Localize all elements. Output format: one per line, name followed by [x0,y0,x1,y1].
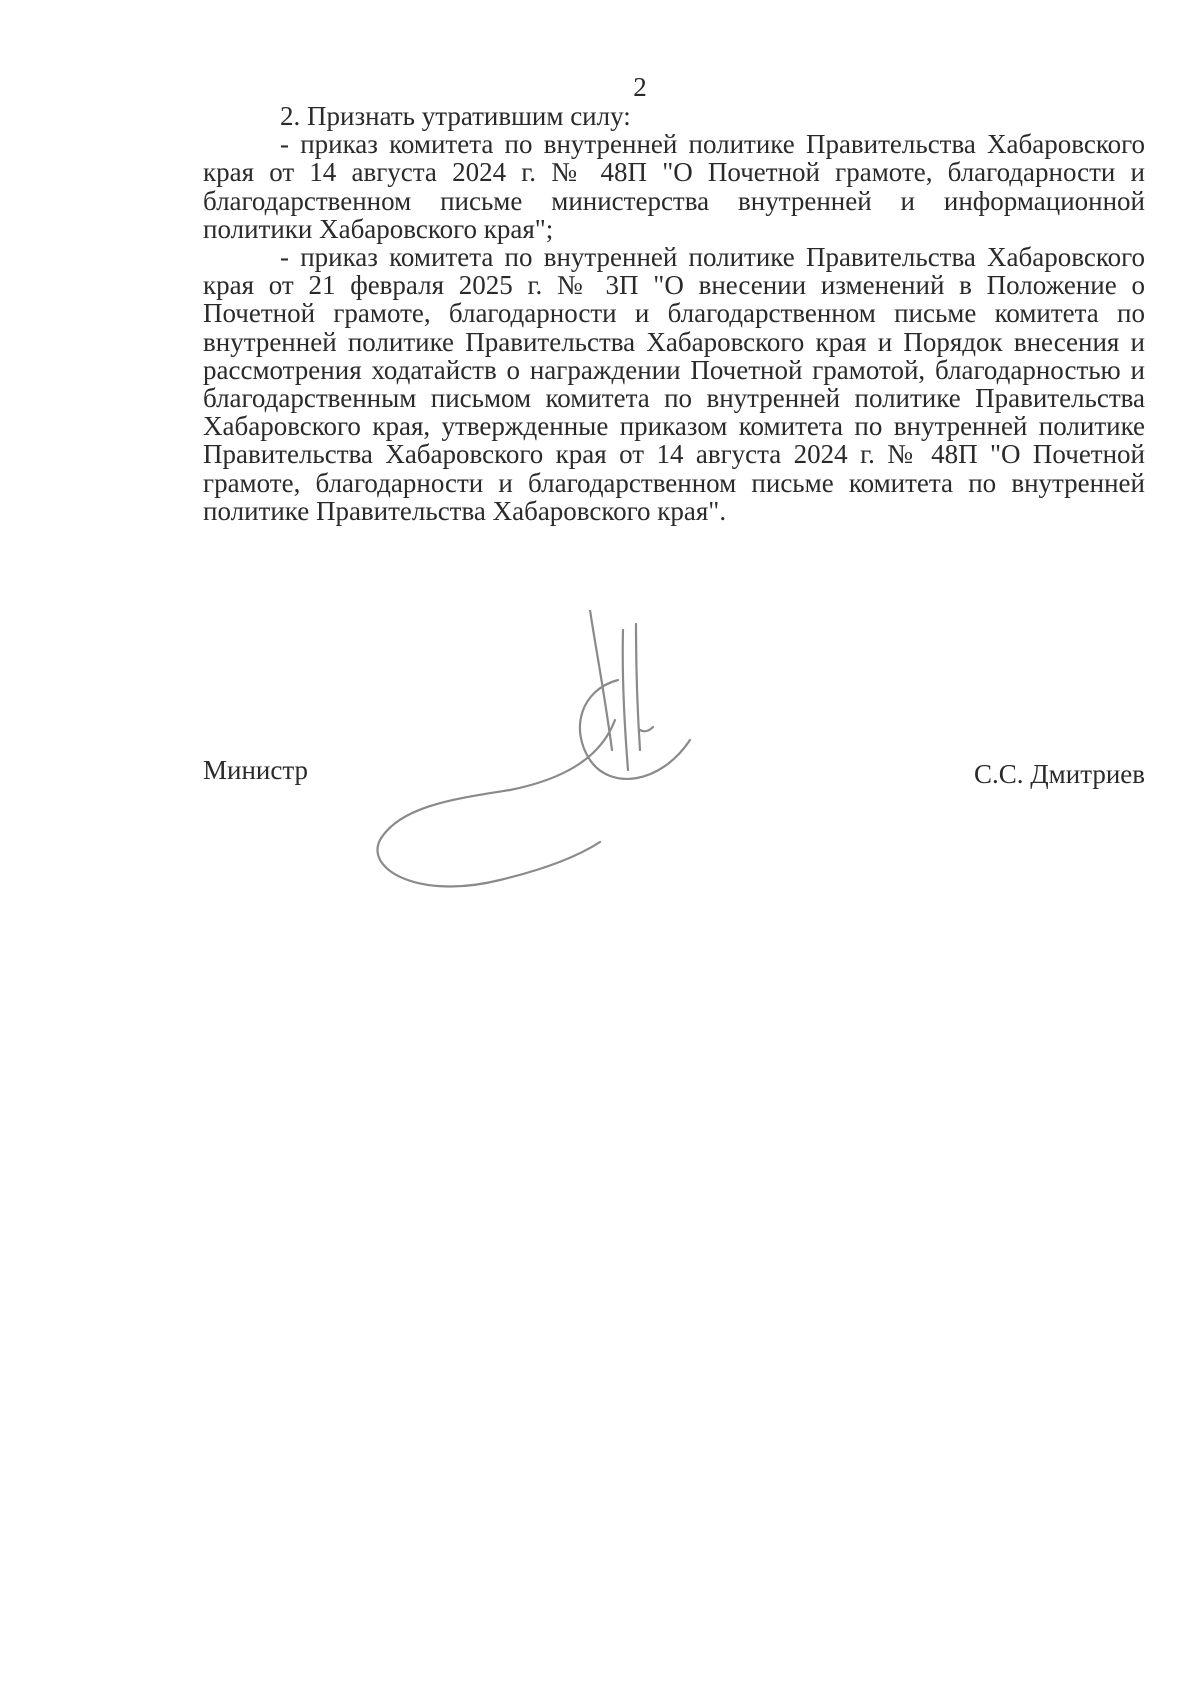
paragraph-heading: 2. Признать утратившим силу: [280,101,631,131]
paragraph-order-1: - приказ комитета по внутренней политике Правительства Хабаровского края от 14 августа 2024 г. № 48П "О Почетной грамоте, благодарности и благодарственном письме министерства внутренней и информационной политики Хабаровского края"; [203,129,1145,244]
signer-title: Министр [203,755,308,785]
signature-block [203,755,1145,795]
document-body [203,102,1145,525]
paragraph-order-2: - приказ комитета по внутренней политике Правительства Хабаровского края от 21 февраля 2025 г. № 3П "О внесении изменений в Положение о Почетной грамоте, благодарности и благодарственном письме комитета по внутренней политике Правительства Хабаровского края и Порядок внесения и рассмотрения ходатайств о награждении Почетной грамотой, благодарностью и благодарственным письмом комитета по внутренней политике Правительства Хабаровского края, утвержденные приказом комитета по внутренней политике Правительства Хабаровского края от 14 августа 2024 г. № 48П "О Почетной грамоте, благодарности и благодарственном письме комитета по внутренней политике Правительства Хабаровского края". [203,242,1145,526]
page-number: 2 [633,72,647,102]
handwritten-signature [360,610,780,890]
signer-name: С.С. Дмитриев [973,759,1145,789]
